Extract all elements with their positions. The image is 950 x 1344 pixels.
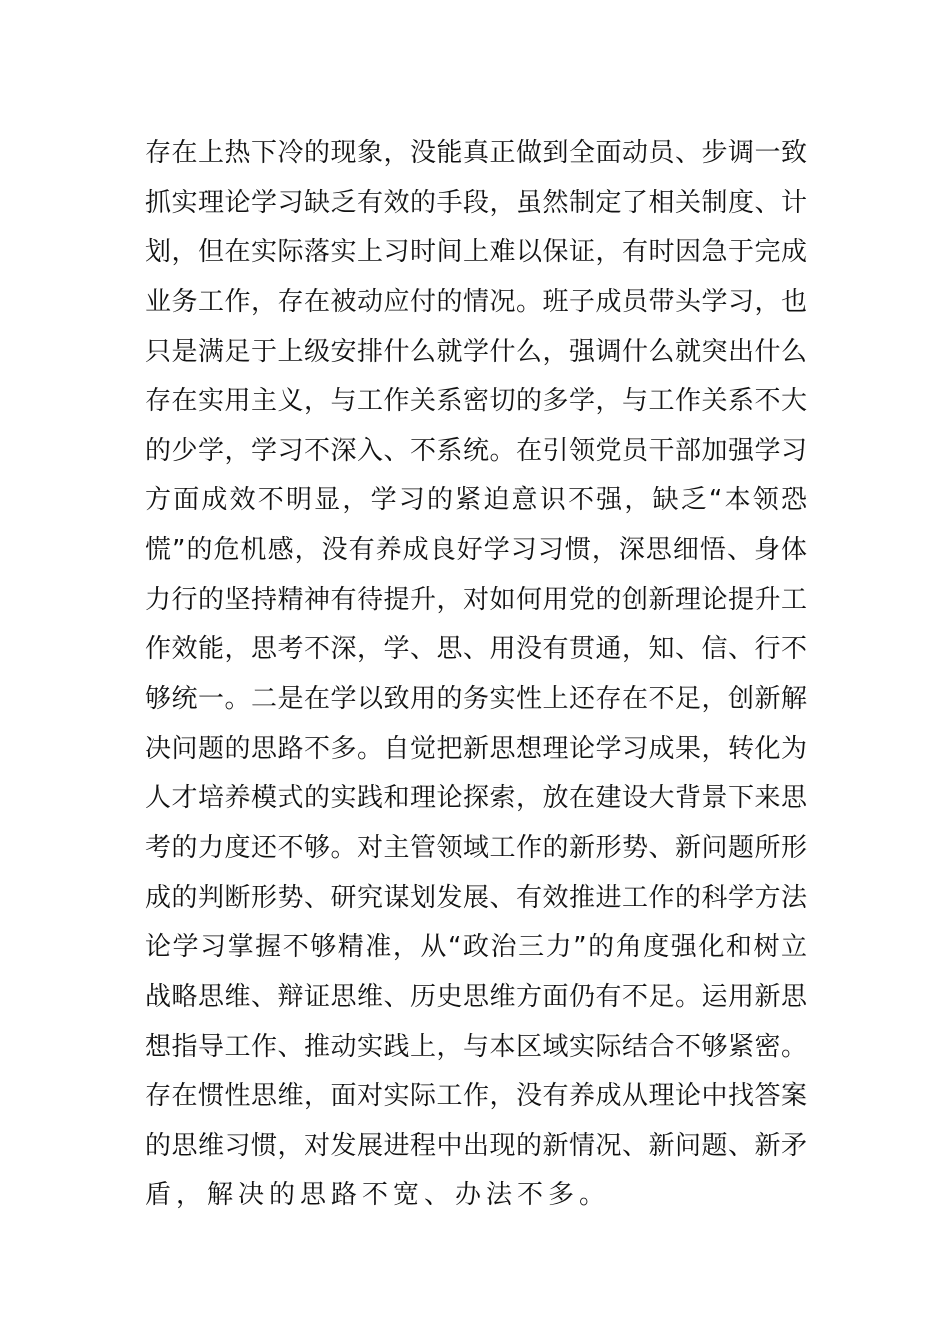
text-line: 方面成效不明显，学习的紧迫意识不强，缺乏“本领恐	[145, 485, 807, 516]
text-line: 作效能，思考不深，学、思、用没有贯通，知、信、行不	[145, 634, 807, 665]
text-line: 抓实理论学习缺乏有效的手段，虽然制定了相关制度、计	[145, 187, 807, 218]
text-line: 决问题的思路不多。自觉把新思想理论学习成果，转化为	[145, 733, 807, 764]
text-line: 存在惯性思维，面对实际工作，没有养成从理论中找答案	[145, 1081, 807, 1112]
text-line: 战略思维、辩证思维、历史思维方面仍有不足。运用新思	[145, 981, 807, 1012]
text-line: 的思维习惯，对发展进程中出现的新情况、新问题、新矛	[145, 1130, 807, 1161]
text-line: 存在实用主义，与工作关系密切的多学，与工作关系不大	[145, 386, 807, 417]
text-line: 业务工作，存在被动应付的情况。班子成员带头学习，也	[145, 286, 807, 317]
text-line: 想指导工作、推动实践上，与本区域实际结合不够紧密。	[145, 1031, 807, 1062]
text-line: 盾，解决的思路不宽、办法不多。	[145, 1180, 611, 1211]
text-line: 力行的坚持精神有待提升，对如何用党的创新理论提升工	[145, 584, 807, 615]
document-body	[145, 133, 807, 1225]
text-line: 慌”的危机感，没有养成良好学习习惯，深思细悟、身体	[145, 535, 807, 566]
text-line: 成的判断形势、研究谋划发展、有效推进工作的科学方法	[145, 882, 807, 913]
text-line: 人才培养模式的实践和理论探索，放在建设大背景下来思	[145, 783, 807, 814]
text-line: 够统一。二是在学以致用的务实性上还存在不足，创新解	[145, 684, 807, 715]
text-line: 存在上热下冷的现象，没能真正做到全面动员、步调一致	[145, 138, 807, 168]
text-line: 只是满足于上级安排什么就学什么，强调什么就突出什么	[145, 336, 807, 367]
text-line: 考的力度还不够。对主管领域工作的新形势、新问题所形	[145, 832, 807, 863]
text-line: 论学习掌握不够精准，从“政治三力”的角度强化和树立	[145, 932, 807, 963]
text-line: 划，但在实际落实上习时间上难以保证，有时因急于完成	[145, 237, 807, 268]
text-line: 的少学，学习不深入、不系统。在引领党员干部加强学习	[145, 435, 807, 466]
